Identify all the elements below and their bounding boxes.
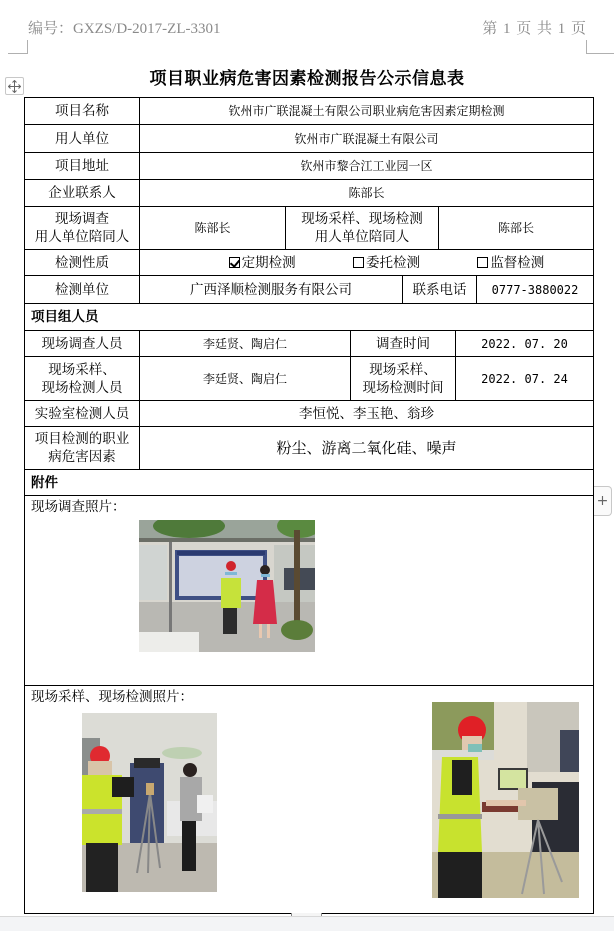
value-sampling-staff: 李廷贤、陶启仁 bbox=[139, 356, 351, 401]
value-project-address: 钦州市黎合江工业园一区 bbox=[139, 152, 594, 180]
unchecked-box-icon bbox=[353, 257, 364, 268]
label-sampling-time bbox=[350, 356, 456, 401]
sampling-photo-1[interactable] bbox=[82, 713, 217, 892]
label-project-name: 项目名称 bbox=[24, 97, 140, 125]
sampling-photo-1-image bbox=[82, 713, 217, 892]
label-sampling-time-line1: 现场采样、 bbox=[369, 361, 437, 378]
label-sampling-photos: 现场采样、现场检测照片： bbox=[31, 689, 193, 705]
table-add-button[interactable] bbox=[594, 486, 612, 516]
label-hazard-factors bbox=[24, 426, 140, 470]
label-sampling-time-line2: 现场检测时间 bbox=[362, 379, 444, 396]
table-move-handle[interactable] bbox=[5, 77, 24, 95]
sampling-photo-2-image bbox=[432, 702, 579, 898]
checkbox-label: 监督检测 bbox=[490, 254, 545, 271]
checkbox-supervision-detection[interactable] bbox=[477, 254, 544, 272]
document-number: 编号：GXZS/D-2017-ZL-3301 bbox=[28, 21, 221, 37]
value-survey-time: 2022. 07. 20 bbox=[455, 330, 594, 357]
value-survey-staff: 李廷贤、陶启仁 bbox=[139, 330, 351, 357]
label-survey-companion-line2: 用人单位陪同人 bbox=[34, 229, 130, 245]
checked-box-icon bbox=[229, 257, 240, 268]
value-sampling-companion: 陈部长 bbox=[438, 206, 594, 250]
survey-photo-image bbox=[139, 520, 315, 652]
unchecked-box-icon bbox=[477, 257, 488, 268]
value-contact-phone: 0777-3880022 bbox=[476, 275, 594, 304]
section-project-team: 项目组人员 bbox=[24, 303, 594, 331]
checkbox-commissioned-detection[interactable] bbox=[353, 254, 420, 272]
label-sampling-companion bbox=[285, 206, 439, 250]
checkbox-periodic-detection[interactable] bbox=[229, 254, 296, 272]
label-sampling-staff bbox=[24, 356, 140, 401]
label-sampling-staff-line1: 现场采样、 bbox=[48, 361, 116, 378]
label-sampling-staff-line2: 现场检测人员 bbox=[41, 379, 123, 396]
plus-icon: + bbox=[596, 493, 609, 509]
checkbox-label: 委托检测 bbox=[365, 254, 420, 271]
label-survey-staff: 现场调查人员 bbox=[24, 330, 140, 357]
detection-type-options bbox=[139, 249, 594, 276]
label-survey-companion bbox=[24, 206, 140, 250]
status-bar bbox=[0, 916, 614, 931]
label-sampling-companion-line1: 现场采样、现场检测 bbox=[301, 211, 423, 227]
label-hazard-factors-line2: 病危害因素 bbox=[48, 449, 116, 465]
label-survey-time: 调查时间 bbox=[350, 330, 456, 357]
value-lab-staff: 李恒悦、李玉艳、翁珍 bbox=[139, 400, 594, 427]
move-arrows-icon bbox=[8, 80, 21, 93]
sampling-photo-2[interactable] bbox=[432, 702, 579, 898]
page-indicator: 第 1 页 共 1 页 bbox=[482, 21, 586, 37]
crop-mark-top-right bbox=[586, 40, 614, 54]
label-sampling-companion-line2: 用人单位陪同人 bbox=[314, 229, 410, 245]
value-enterprise-contact: 陈部长 bbox=[139, 179, 594, 207]
checkbox-label: 定期检测 bbox=[241, 254, 296, 271]
value-survey-companion: 陈部长 bbox=[139, 206, 286, 250]
label-project-address: 项目地址 bbox=[24, 152, 140, 180]
value-employer: 钦州市广联混凝土有限公司 bbox=[139, 124, 594, 153]
label-enterprise-contact: 企业联系人 bbox=[24, 179, 140, 207]
section-attachments: 附件 bbox=[24, 469, 594, 496]
label-detection-type: 检测性质 bbox=[24, 249, 140, 276]
value-sampling-time: 2022. 07. 24 bbox=[455, 356, 594, 401]
document-title: 项目职业病危害因素检测报告公示信息表 bbox=[149, 69, 465, 89]
label-detection-unit: 检测单位 bbox=[24, 275, 140, 304]
label-survey-photos: 现场调查照片： bbox=[31, 499, 126, 515]
value-hazard-factors: 粉尘、游离二氧化硅、噪声 bbox=[139, 426, 594, 470]
label-lab-staff: 实验室检测人员 bbox=[24, 400, 140, 427]
label-employer: 用人单位 bbox=[24, 124, 140, 153]
survey-photo[interactable] bbox=[139, 520, 315, 652]
label-contact-phone: 联系电话 bbox=[402, 275, 477, 304]
crop-mark-top-left bbox=[8, 40, 28, 54]
label-hazard-factors-line1: 项目检测的职业 bbox=[34, 431, 130, 447]
label-survey-companion-line1: 现场调查 bbox=[55, 211, 109, 227]
value-detection-unit: 广西泽顺检测服务有限公司 bbox=[139, 275, 403, 304]
value-project-name: 钦州市广联混凝土有限公司职业病危害因素定期检测 bbox=[139, 97, 594, 125]
